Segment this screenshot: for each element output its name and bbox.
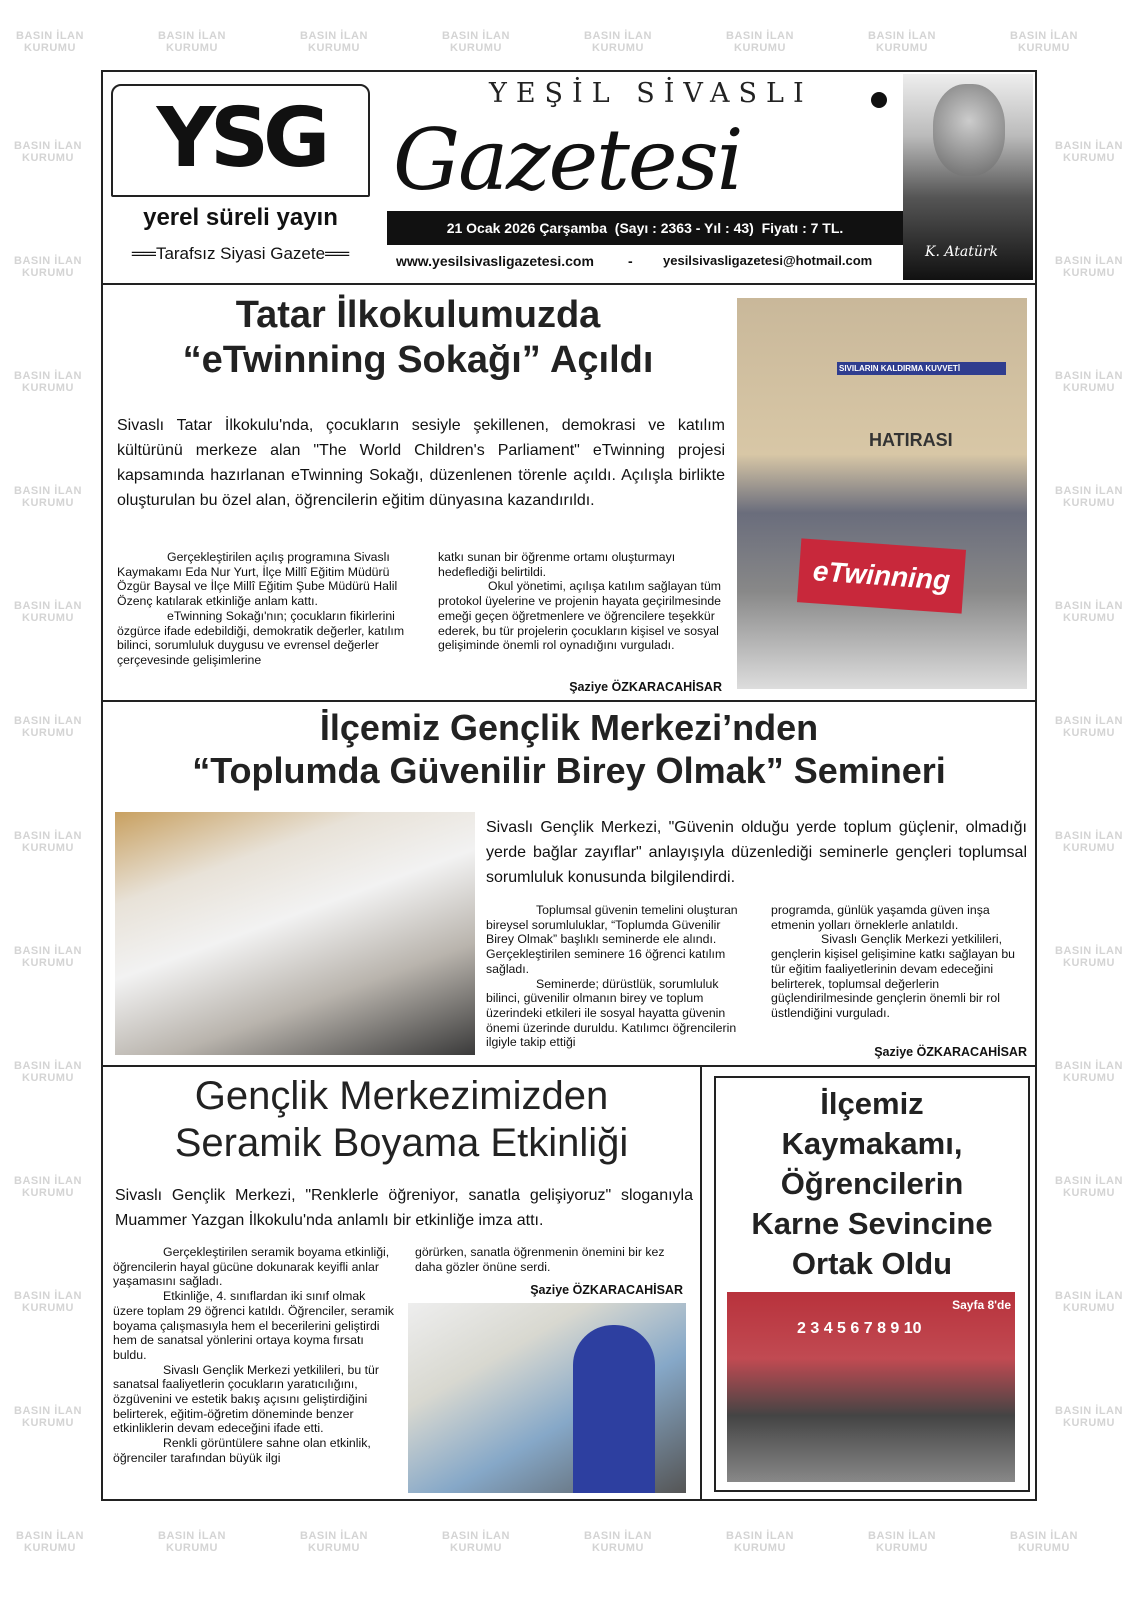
watermark: BASIN İLAN KURUMU xyxy=(1055,255,1123,279)
photo-banner: SIVILARIN KALDIRMA KUVVETİ xyxy=(837,362,1006,375)
portrait-face xyxy=(933,84,1005,176)
watermark: BASIN İLAN KURUMU xyxy=(14,1060,82,1084)
watermark: BASIN İLAN KURUMU xyxy=(726,1530,794,1554)
watermark: BASIN İLAN KURUMU xyxy=(14,370,82,394)
watermark: BASIN İLAN KURUMU xyxy=(158,30,226,54)
byline: Şaziye ÖZKARACAHİSAR xyxy=(874,1045,1027,1059)
photo-numbers: 2 3 4 5 6 7 8 9 10 xyxy=(797,1320,922,1337)
watermark: BASIN İLAN KURUMU xyxy=(726,30,794,54)
headline: İlçemiz Gençlik Merkezi’nden “Toplumda Güvenilir Birey Olmak” Semineri xyxy=(192,707,946,791)
watermark: BASIN İLAN KURUMU xyxy=(442,30,510,54)
title-top: YEŞİL SİVASLI xyxy=(489,78,813,109)
watermark: BASIN İLAN KURUMU xyxy=(1055,715,1123,739)
watermark: BASIN İLAN KURUMU xyxy=(1055,1405,1123,1429)
watermark: BASIN İLAN KURUMU xyxy=(14,140,82,164)
tagline-rule-right: ══ xyxy=(325,244,350,263)
watermark: BASIN İLAN KURUMU xyxy=(442,1530,510,1554)
watermark: BASIN İLAN KURUMU xyxy=(1055,370,1123,394)
watermark: BASIN İLAN KURUMU xyxy=(868,1530,936,1554)
watermark: BASIN İLAN KURUMU xyxy=(14,830,82,854)
email-link[interactable]: yesilsivasligazetesi@hotmail.com xyxy=(663,253,873,268)
watermark: BASIN İLAN KURUMU xyxy=(14,715,82,739)
slogan: yerel süreli yayın xyxy=(143,204,338,231)
portrait-signature: K. Atatürk xyxy=(925,244,999,260)
watermark: BASIN İLAN KURUMU xyxy=(300,30,368,54)
byline: Şaziye ÖZKARACAHİSAR xyxy=(530,1283,683,1297)
watermark: BASIN İLAN KURUMU xyxy=(868,30,936,54)
title-main: Gazetesi xyxy=(393,111,742,209)
title-dot xyxy=(871,92,887,108)
watermark: BASIN İLAN KURUMU xyxy=(14,600,82,624)
lead-paragraph: Sivaslı Gençlik Merkezi, "Renklerle öğreniyor, sanatla gelişiyoruz" sloganıyla Muammer Yazgan İlkokulu'nda anlamlı bir etkinliğe imza attı. xyxy=(115,1187,693,1229)
etwinning-photo xyxy=(737,298,1027,689)
ataturk-portrait xyxy=(903,74,1033,280)
watermark: BASIN İLAN KURUMU xyxy=(14,1405,82,1429)
watermark: BASIN İLAN KURUMU xyxy=(1055,1290,1123,1314)
watermark: BASIN İLAN KURUMU xyxy=(14,1175,82,1199)
issue-bar: 21 Ocak 2026 Çarşamba (Sayı : 2363 - Yıl : 43) Fiyatı : 7 TL. xyxy=(387,211,903,245)
photo-board-text: HATIRASI xyxy=(869,430,953,450)
watermark: BASIN İLAN KURUMU xyxy=(1055,1060,1123,1084)
headline: İlçemiz Kaymakamı, Öğrencilerin Karne Sevincine Ortak Oldu xyxy=(751,1086,993,1281)
seminer-photo xyxy=(115,812,475,1055)
article-seminer xyxy=(103,701,1035,1067)
seramik-photo xyxy=(408,1303,686,1493)
column-1: Gerçekleştirilen açılış programına Sivaslı Kaymakamı Eda Nur Yurt, İlçe Millî Eğitim Müdürü Özgür Baysal ve İlçe Millî Eğitim Şube Müdürü Halil Özenç katılarak etkinliğe anlam kattı. eTwinning Sokağı'nın; çocukların fikirlerini özgürce ifade edebildiği, demokratik değerler, katılım bilinci, sorumluluk duygusu ve evrensel değerler çerçevesinde gelişimlerine xyxy=(117,550,405,667)
watermark: BASIN İLAN KURUMU xyxy=(16,1530,84,1554)
masthead xyxy=(103,72,1035,285)
byline: Şaziye ÖZKARACAHİSAR xyxy=(569,680,722,694)
logo-text: YSG xyxy=(156,91,325,186)
article-karne xyxy=(714,1076,1030,1492)
watermark: BASIN İLAN KURUMU xyxy=(14,485,82,509)
ysg-logo xyxy=(111,84,370,197)
watermark: BASIN İLAN KURUMU xyxy=(1055,485,1123,509)
column-2: görürken, sanatla öğrenmenin önemini bir kez daha gözler önüne serdi. xyxy=(415,1245,665,1274)
headline: Gençlik Merkezimizden Seramik Boyama Etkinliği xyxy=(174,1074,629,1166)
watermark: BASIN İLAN KURUMU xyxy=(1055,830,1123,854)
watermark: BASIN İLAN KURUMU xyxy=(1055,1175,1123,1199)
watermark: BASIN İLAN KURUMU xyxy=(1010,30,1078,54)
column-1: Gerçekleştirilen seramik boyama etkinliği, öğrencilerin hayal gücüne dokunarak keyifli anlar yaşamasını sağladı. Etkinliğe, 4. sınıflardan iki sınıf olmak üzere toplam 29 öğrenci katıldı. Öğrenciler, seramik boyama çalışmasıyla hem el becerilerini geliştirdi hem de sanatsal yönlerini ortaya koyma fırsatı buldu. Sivaslı Gençlik Merkezi yetkilileri, bu tür sanatsal faaliyetlerin çocukların yaratıcılığını, özgüvenini ve estetik bakış açısını geliştirdiğini belirterek, eğitim-öğretim döneminde benzer etkinliklerin devam edeceğini ifade etti. Renkli görüntülere sahne olan etkinlik, öğrenciler tarafından büyük ilgi xyxy=(113,1245,394,1465)
headline: Tatar İlkokulumuzda “eTwinning Sokağı” Açıldı xyxy=(182,294,654,382)
watermark: BASIN İLAN KURUMU xyxy=(300,1530,368,1554)
website-link[interactable]: www.yesilsivasligazetesi.com xyxy=(396,253,594,269)
page-reference[interactable]: Sayfa 8'de xyxy=(952,1298,1011,1312)
watermark: BASIN İLAN KURUMU xyxy=(1055,945,1123,969)
tagline: ══Tarafsız Siyasi Gazete══ xyxy=(131,244,350,263)
watermark: BASIN İLAN KURUMU xyxy=(14,945,82,969)
lead-paragraph: Sivaslı Tatar İlkokulu'nda, çocukların sesiyle şekillenen, demokrasi ve katılım kültürünü merkeze alan "The World Children's Parliament" eTwinning projesi kapsamında hazırlanan eTwinning Sokağı, düzenlenen törenle açıldı. Açılışla birlikte oluşturulan bu özel alan, öğrencilerin eğitim dünyasına kazandırıldı. xyxy=(117,417,725,509)
watermark: BASIN İLAN KURUMU xyxy=(1010,1530,1078,1554)
watermark: BASIN İLAN KURUMU xyxy=(16,30,84,54)
column-2: programda, günlük yaşamda güven inşa etmenin yolları örneklerle anlatıldı. Sivaslı Gençlik Merkezi yetkilileri, gençlerin kişisel gelişimine katkı sağlayan bu tür eğitim faaliyetlerinin devam edeceğini belirterek, toplumsal değerlerin güçlendirilmesinde gençlerin önemli bir rol üstlendiğini vurguladı. xyxy=(771,903,1016,1020)
watermark: BASIN İLAN KURUMU xyxy=(14,1290,82,1314)
photo-flag: eTwinning xyxy=(797,538,966,613)
watermark: BASIN İLAN KURUMU xyxy=(1055,600,1123,624)
separator: - xyxy=(628,253,633,269)
watermark: BASIN İLAN KURUMU xyxy=(584,1530,652,1554)
column-2: katkı sunan bir öğrenme ortamı oluşturmayı hedeflediği belirtildi. Okul yönetimi, açılışa katılım sağlayan tüm protokol üyelerine ve projenin hayata geçirilmesinde emeği geçen öğretmenlere ve öğrencilere teşekkür ederek, bu tür projelerin çocukların kişisel ve sosyal gelişiminde önemli rol oynadığını vurguladı. xyxy=(438,550,722,653)
watermark: BASIN İLAN KURUMU xyxy=(158,1530,226,1554)
article-seramik xyxy=(103,1067,702,1499)
column-1: Toplumsal güvenin temelini oluşturan bireysel sorumluluklar, “Toplumda Güvenilir Birey Olmak” başlıklı seminerde ele alındı. Gerçekleştirilen seminere 16 öğrenci katılım sağladı. Seminerde; dürüstlük, sorumluluk bilinci, güvenilir olmanın birey ve toplum üzerindeki etkileri ile sosyal hayatta güvenin önemi üzerinde duruldu. Katılımcı öğrencilerin ilgiyle takip ettiği xyxy=(486,903,738,1050)
tagline-rule-left: ══ xyxy=(131,244,156,263)
article-etwinning xyxy=(103,285,1035,702)
photo-figure xyxy=(573,1325,655,1493)
watermark: BASIN İLAN KURUMU xyxy=(1055,140,1123,164)
watermark: BASIN İLAN KURUMU xyxy=(14,255,82,279)
watermark: BASIN İLAN KURUMU xyxy=(584,30,652,54)
karne-photo xyxy=(727,1292,1015,1482)
lead-paragraph: Sivaslı Gençlik Merkezi, "Güvenin olduğu yerde toplum güçlenir, olmadığı yerde bağlar zayıflar" anlayışıyla düzenlediği seminerle gençleri toplumsal sorumluluk konusunda bilgilendirdi. xyxy=(486,819,1027,886)
